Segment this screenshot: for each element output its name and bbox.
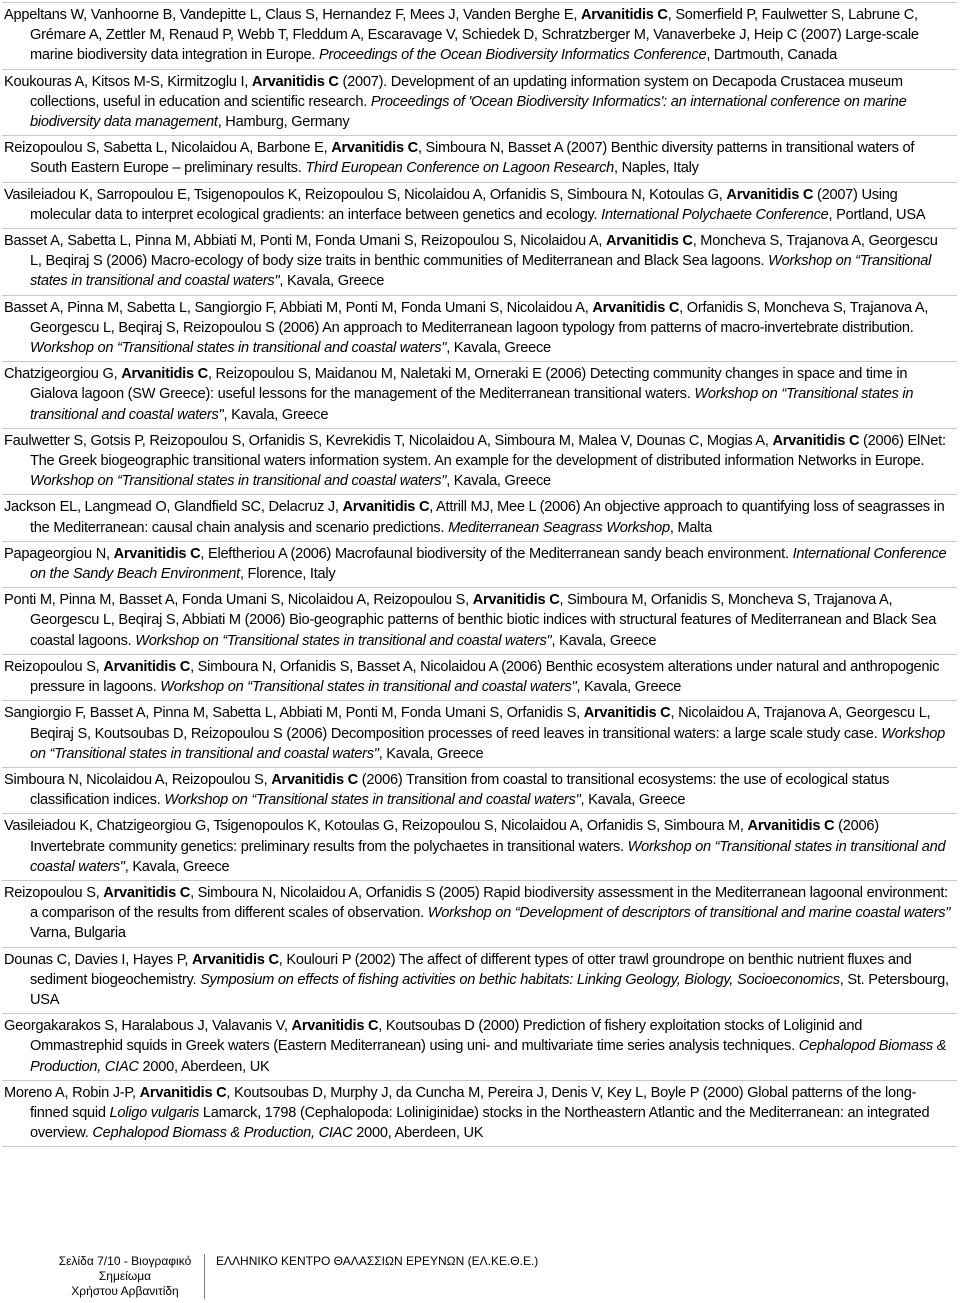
entry-text: Moreno A, Robin J-P, xyxy=(4,1084,140,1101)
publication-entry xyxy=(2,814,957,881)
entry-venue: Workshop on “Transitional states in transitional and coastal waters" xyxy=(30,725,945,762)
entry-text: Faulwetter S, Gotsis P, Reizopoulou S, Orfanidis S, Kevrekidis T, Nicolaidou A, Simboura M, Malea V, Dounas C, Mogias A, xyxy=(4,432,773,449)
entry-text: Sangiorgio F, Basset A, Pinna M, Sabetta L, Abbiati M, Ponti M, Fonda Umani S, Orfanidis S, xyxy=(4,705,584,722)
entry-text: , Kavala, Greece xyxy=(580,792,686,809)
publication-entry xyxy=(2,70,957,137)
entry-text: Vasileiadou K, Chatzigeorgiou G, Tsigenopoulos K, Kotoulas G, Reizopoulou S, Nicolaidou A, Orfanidis S, Simboura M, xyxy=(4,818,748,835)
entry-venue: International Polychaete Conference xyxy=(601,206,829,223)
entry-text: Dounas C, Davies I, Hayes P, xyxy=(4,951,192,968)
entry-venue: Workshop on “Transitional states in transitional and coastal waters" xyxy=(30,838,946,875)
entry-text: , Orfanidis S, Moncheva S, Trajanova A, Georgescu L, Beqiraj S, Reizopoulou S (2006) An approach to Mediterranean lagoon typology from patterns of macro-invertebrate distribution. xyxy=(30,299,929,336)
publication-list xyxy=(2,2,957,1147)
entry-text: , St. Petersbourg, USA xyxy=(30,971,949,1008)
entry-author-highlight: Arvanitidis C xyxy=(121,366,208,383)
publication-entry xyxy=(2,429,957,496)
publication-entry xyxy=(2,701,957,768)
publication-entry xyxy=(2,183,957,229)
entry-text: , Kavala, Greece xyxy=(378,745,484,762)
entry-text: , Kavala, Greece xyxy=(446,473,551,490)
entry-text: Papageorgiou N, xyxy=(4,545,114,562)
entry-venue: International Conference on the Sandy Beach Environment xyxy=(30,545,947,583)
entry-text: 2000, Aberdeen, UK xyxy=(138,1058,270,1075)
entry-venue: Workshop on “Transitional states in transitional and coastal waters" xyxy=(164,792,581,809)
entry-text: Reizopoulou S, xyxy=(4,658,104,675)
entry-text: , Koutsoubas D (2000) Prediction of fishery exploitation stocks of Loliginid and Ommastrephid squids in Greek waters (Eastern Mediterranean) using uni- and multivariate time series analysis techniques. xyxy=(30,1018,863,1055)
entry-text: Lamarck, 1798 (Cephalopoda: Loliniginidae) stocks in the Northeastern Atlantic and the Mediterranean: an integrated overview. xyxy=(30,1104,930,1142)
publication-entry xyxy=(2,655,957,701)
entry-text: (2007). Development of an updating information system on Decapoda Crustacea museum collections, useful in education and scientific research. xyxy=(30,73,903,110)
entry-venue: Workshop on “Transitional states in transitional and coastal waters" xyxy=(30,386,914,423)
entry-text: , Dartmouth, Canada xyxy=(706,47,838,64)
entry-text: Chatzigeorgiou G, xyxy=(4,366,122,383)
entry-text: , Koulouri P (2002) The affect of different types of otter trawl groundrope on benthic nutrient fluxes and sediment biogeochemistry. xyxy=(30,951,912,988)
entry-text: , Simboura N, Nicolaidou A, Orfanidis S (2005) Rapid biodiversity assessment in the Mediterranean lagoonal environment: a comparison of the results from different scales of observation. xyxy=(30,884,948,922)
entry-text: Ponti M, Pinna M, Basset A, Fonda Umani S, Nicolaidou A, Reizopoulou S, xyxy=(4,592,473,609)
entry-author-highlight: Arvanitidis C xyxy=(592,299,680,316)
entry-text: , Moncheva S, Trajanova A, Georgescu L, Beqiraj S (2006) Macro-ecology of body size traits in benthic communities of Mediterranean and Black Sea lagoons. xyxy=(30,233,938,270)
entry-text: , Eleftheriou A (2006) Macrofaunal biodiversity of the Mediterranean sandy beach environment. xyxy=(200,545,793,562)
entry-author-highlight: Arvanitidis C xyxy=(605,233,693,250)
entry-venue: Workshop on “Transitional states in transitional and coastal waters" xyxy=(30,253,932,290)
footer-page-line-3: Χρήστου Αρβανιτίδη xyxy=(71,1284,179,1298)
footer-page-line-2: Σημείωμα xyxy=(98,1269,152,1283)
entry-author-highlight: Arvanitidis C xyxy=(580,7,668,23)
publication-entry xyxy=(2,3,957,70)
publication-entry xyxy=(2,588,957,655)
entry-text: Basset A, Pinna M, Sabetta L, Sangiorgio F, Abbiati M, Ponti M, Fonda Umani S, Nicolaidou A, xyxy=(4,299,593,316)
entry-text: (2006) ElNet: The Greek biogeographic transitional waters information system. An example for the development of distributed information Networks in Europe. xyxy=(30,432,946,470)
entry-text: Vasileiadou K, Sarropoulou E, Tsigenopoulos K, Reizopoulou S, Nicolaidou A, Orfanidis S, Simboura N, Kotoulas G, xyxy=(4,186,727,203)
entry-text: , Attrill MJ, Mee L (2006) An objective approach to quantifying loss of seagrasses in the Mediterranean: causal chain analysis and scenario predictions. xyxy=(30,499,945,536)
entry-text: Reizopoulou S, xyxy=(4,884,104,901)
entry-author-highlight: Arvanitidis C xyxy=(191,951,279,968)
entry-venue: Workshop on “Transitional states in transitional and coastal waters" xyxy=(135,632,552,649)
entry-text: Reizopoulou S, Sabetta L, Nicolaidou A, Barbone E, xyxy=(4,140,332,157)
publication-entry xyxy=(2,136,957,182)
entry-text: , Reizopoulou S, Maidanou M, Naletaki M, Orneraki E (2006) Detecting community changes in space and time in Gialova lagoon (SW Greece): useful lessons for the management of the Mediterranean transitional waters. xyxy=(30,366,908,403)
publication-entry xyxy=(2,495,957,541)
entry-text: Koukouras A, Kitsos M-S, Kirmitzoglu I, xyxy=(4,73,252,90)
entry-venue: Cephalopod Biomass & Production, CIAC xyxy=(30,1038,947,1075)
entry-venue: Proceedings of 'Ocean Biodiversity Informatics': an international conference on marine biodiversity data management xyxy=(30,93,907,131)
entry-venue: Workshop on “Transitional states in transitional and coastal waters" xyxy=(160,679,577,696)
entry-text: , Simboura N, Basset A (2007) Benthic diversity patterns in transitional waters of South Eastern Europe – preliminary results. xyxy=(30,140,915,177)
publication-entry xyxy=(2,948,957,1015)
entry-author-highlight: Arvanitidis C xyxy=(103,658,191,675)
entry-author-highlight: Arvanitidis C xyxy=(251,73,339,90)
entry-text: (2007) Using molecular data to interpret ecological gradients: an interface between genetics and ecology. xyxy=(30,186,898,223)
entry-text: Basset A, Sabetta L, Pinna M, Abbiati M, Ponti M, Fonda Umani S, Reizopoulou S, Nicolaidou A, xyxy=(4,233,606,250)
footer-page-line-1: Σελίδα 7/10 - Βιογραφικό xyxy=(58,1254,192,1268)
entry-author-highlight: Arvanitidis C xyxy=(342,499,430,516)
entry-text: (2006) Invertebrate community genetics: preliminary results from the polychaetes in transitional waters. xyxy=(30,818,879,855)
entry-author-highlight: Arvanitidis C xyxy=(472,592,560,609)
entry-venue: Workshop on “Transitional states in transitional and coastal waters" xyxy=(30,473,447,490)
publication-entry xyxy=(2,1081,957,1148)
publication-entry xyxy=(2,1014,957,1081)
entry-author-highlight: Arvanitidis C xyxy=(772,432,860,449)
entry-text: , Simboura N, Orfanidis S, Basset A, Nicolaidou A (2006) Benthic ecosystem alterations under natural and anthropogenic pressure in lagoons. xyxy=(30,658,940,696)
entry-venue: Cephalopod Biomass & Production, CIAC xyxy=(92,1125,353,1142)
publication-entry xyxy=(2,768,957,814)
entry-text: , Kavala, Greece xyxy=(551,632,657,649)
entry-author-highlight: Arvanitidis C xyxy=(747,818,835,835)
entry-text: , Kavala, Greece xyxy=(223,406,329,423)
entry-text: , Simboura M, Orfanidis S, Moncheva S, Trajanova A, Georgescu L, Beqiraj S, Abbiati M (2006) Bio-geographic patterns of benthic biotic indices with structural features of Mediterranean and Black Sea coastal lagoons. xyxy=(30,592,937,649)
entry-author-highlight: Arvanitidis C xyxy=(583,705,671,722)
publication-entry xyxy=(2,296,957,363)
entry-text: , Koutsoubas D, Murphy J, da Cuncha M, Pereira J, Denis V, Key L, Boyle P (2000) Global patterns of the long-finned squid xyxy=(30,1084,917,1121)
entry-author-highlight: Arvanitidis C xyxy=(103,884,191,901)
entry-text: , Kavala, Greece xyxy=(446,340,551,357)
entry-text: , Somerfield P, Faulwetter S, Labrune C, Grémare A, Zettler M, Renaud P, Webb T, Fleddum A, Escaravage V, Schiedek D, Schratzberger M, Vanaverbeke J, Heip C (2007) Large-scale marine biodiversity data integration in Europe. xyxy=(30,7,919,64)
entry-text: , Malta xyxy=(669,519,712,536)
entry-author-highlight: Arvanitidis C xyxy=(271,771,358,788)
entry-venue: Third European Conference on Lagoon Research xyxy=(305,160,614,177)
entry-author-highlight: Arvanitidis C xyxy=(113,545,201,562)
entry-author-highlight: Arvanitidis C xyxy=(291,1018,379,1035)
entry-text: Jackson EL, Langmead O, Glandfield SC, Delacruz J, xyxy=(4,499,343,516)
entry-text: Simboura N, Nicolaidou A, Reizopoulou S, xyxy=(4,771,272,788)
entry-text: , Kavala, Greece xyxy=(576,679,682,696)
publication-entry xyxy=(2,362,957,429)
publication-entry xyxy=(2,542,957,588)
entry-text: Appeltans W, Vanhoorne B, Vandepitte L, Claus S, Hernandez F, Mees J, Vanden Berghe E, xyxy=(4,7,581,23)
entry-venue: Workshop on “Development of descriptors of transitional and marine coastal waters" xyxy=(427,905,951,922)
entry-author-highlight: Arvanitidis C xyxy=(139,1084,227,1101)
entry-text: 2000, Aberdeen, UK xyxy=(352,1125,484,1142)
page-footer xyxy=(0,1254,960,1303)
footer-institute: ΕΛΛΗΝΙΚΟ ΚΕΝΤΡΟ ΘΑΛΑΣΣΙΩΝ ΕΡΕΥΝΩΝ (ΕΛ.ΚΕ.Θ.Ε.) xyxy=(216,1254,539,1268)
entry-text: , Kavala, Greece xyxy=(124,858,230,875)
entry-text: , Naples, Italy xyxy=(614,160,699,177)
entry-text: , Kavala, Greece xyxy=(279,273,385,290)
entry-venue: Symposium on effects of fishing activities on bethic habitats: Linking Geology, Biology, Socioeconomics xyxy=(200,971,840,988)
footer-page-info xyxy=(50,1254,205,1299)
entry-text: , Portland, USA xyxy=(828,206,926,223)
publication-entry xyxy=(2,229,957,296)
entry-venue: Mediterranean Seagrass Workshop xyxy=(448,519,670,536)
entry-venue: Loligo vulgaris xyxy=(109,1104,200,1121)
entry-author-highlight: Arvanitidis C xyxy=(726,186,814,203)
entry-venue: Workshop on “Transitional states in transitional and coastal waters" xyxy=(30,340,447,357)
entry-text: Georgakarakos S, Haralabous J, Valavanis V, xyxy=(4,1018,292,1035)
publication-entry xyxy=(2,881,957,948)
entry-text: , Hamburg, Germany xyxy=(217,114,350,131)
entry-text: , Nicolaidou A, Trajanova A, Georgescu L, Beqiraj S, Koutsoubas D, Reizopoulou S (2006) Decomposition processes of reed leaves in transitional waters: a large scale study case. xyxy=(30,705,931,742)
entry-text: , Florence, Italy xyxy=(239,566,336,583)
entry-author-highlight: Arvanitidis C xyxy=(331,140,418,157)
entry-venue: Proceedings of the Ocean Biodiversity Informatics Conference xyxy=(318,47,707,64)
entry-text: (2006) Transition from coastal to transitional ecosystems: the use of ecological status classification indices. xyxy=(30,771,890,809)
entry-text: Varna, Bulgaria xyxy=(30,925,126,942)
